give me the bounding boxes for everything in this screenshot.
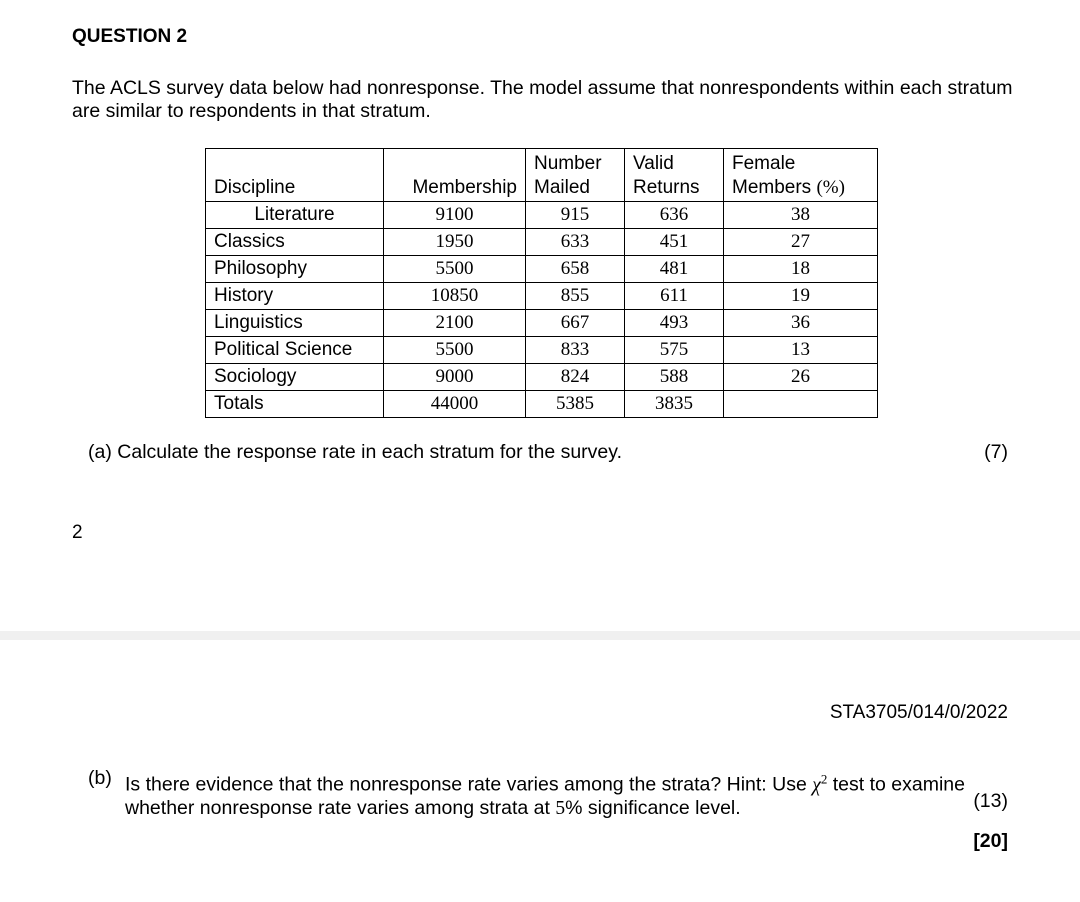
table-row: [206, 337, 878, 364]
header-female-members: Female Members (%): [724, 149, 878, 202]
cell-mailed: 915: [526, 202, 625, 229]
cell-female: 13: [724, 337, 878, 364]
cell-returns: 575: [625, 337, 724, 364]
cell-returns: 611: [625, 283, 724, 310]
table-row: [206, 202, 878, 229]
cell-returns: 493: [625, 310, 724, 337]
part-b-label: (b): [88, 767, 112, 789]
part-a: [88, 441, 622, 464]
cell-discipline: Sociology: [206, 364, 384, 391]
cell-returns: 636: [625, 202, 724, 229]
part-b-text: Is there evidence that the nonresponse rate varies among the strata? Hint: Use $\chi^2$ test to examine whether nonresponse rate varies among strata at 5% significance level.: [125, 771, 965, 819]
cell-discipline: Classics: [206, 229, 384, 256]
cell-discipline: Linguistics: [206, 310, 384, 337]
table-row: [206, 283, 878, 310]
cell-female: 36: [724, 310, 878, 337]
cell-returns: 588: [625, 364, 724, 391]
header-valid-returns: Valid Returns: [625, 149, 724, 202]
survey-table: [205, 148, 878, 418]
part-a-marks: (7): [984, 441, 1008, 463]
cell-discipline: Totals: [206, 391, 384, 418]
cell-mailed: 633: [526, 229, 625, 256]
cell-returns: 3835: [625, 391, 724, 418]
cell-membership: 2100: [384, 310, 526, 337]
table-row: [206, 229, 878, 256]
page-divider: [0, 631, 1080, 640]
cell-female: 38: [724, 202, 878, 229]
page-number: 2: [72, 522, 83, 543]
part-a-label: (a): [88, 441, 112, 463]
cell-returns: 481: [625, 256, 724, 283]
cell-membership: 5500: [384, 256, 526, 283]
cell-membership: 9100: [384, 202, 526, 229]
total-marks: [20]: [973, 830, 1008, 852]
cell-membership: 9000: [384, 364, 526, 391]
question-heading: QUESTION 2: [72, 26, 188, 47]
cell-membership: 1950: [384, 229, 526, 256]
cell-discipline: History: [206, 283, 384, 310]
table-totals-row: [206, 391, 878, 418]
table-header-row: [206, 149, 878, 202]
course-code: STA3705/014/0/2022: [829, 702, 1008, 723]
header-membership: Membership: [384, 149, 526, 202]
intro-paragraph: The ACLS survey data below had nonresponse. The model assume that nonrespondents within each stratum are similar to respondents in that stratum.: [72, 77, 1013, 122]
cell-female: 26: [724, 364, 878, 391]
header-discipline: Discipline: [206, 149, 384, 202]
cell-mailed: 667: [526, 310, 625, 337]
header-number-mailed: Number Mailed: [526, 149, 625, 202]
cell-discipline: Literature: [206, 202, 384, 229]
cell-female: [724, 391, 878, 418]
cell-membership: 10850: [384, 283, 526, 310]
part-a-text: Calculate the response rate in each stratum for the survey.: [117, 441, 622, 463]
table-row: [206, 364, 878, 391]
cell-mailed: 658: [526, 256, 625, 283]
table-row: [206, 256, 878, 283]
cell-returns: 451: [625, 229, 724, 256]
cell-membership: 44000: [384, 391, 526, 418]
chi-symbol: $\chi^2$: [812, 771, 828, 796]
cell-mailed: 824: [526, 364, 625, 391]
cell-mailed: 855: [526, 283, 625, 310]
cell-female: 19: [724, 283, 878, 310]
cell-discipline: Political Science: [206, 337, 384, 364]
cell-discipline: Philosophy: [206, 256, 384, 283]
part-b-marks: (13): [973, 790, 1008, 812]
cell-mailed: 833: [526, 337, 625, 364]
significance-level: 5: [555, 797, 566, 819]
table-row: [206, 310, 878, 337]
cell-female: 27: [724, 229, 878, 256]
cell-female: 18: [724, 256, 878, 283]
cell-membership: 5500: [384, 337, 526, 364]
cell-mailed: 5385: [526, 391, 625, 418]
